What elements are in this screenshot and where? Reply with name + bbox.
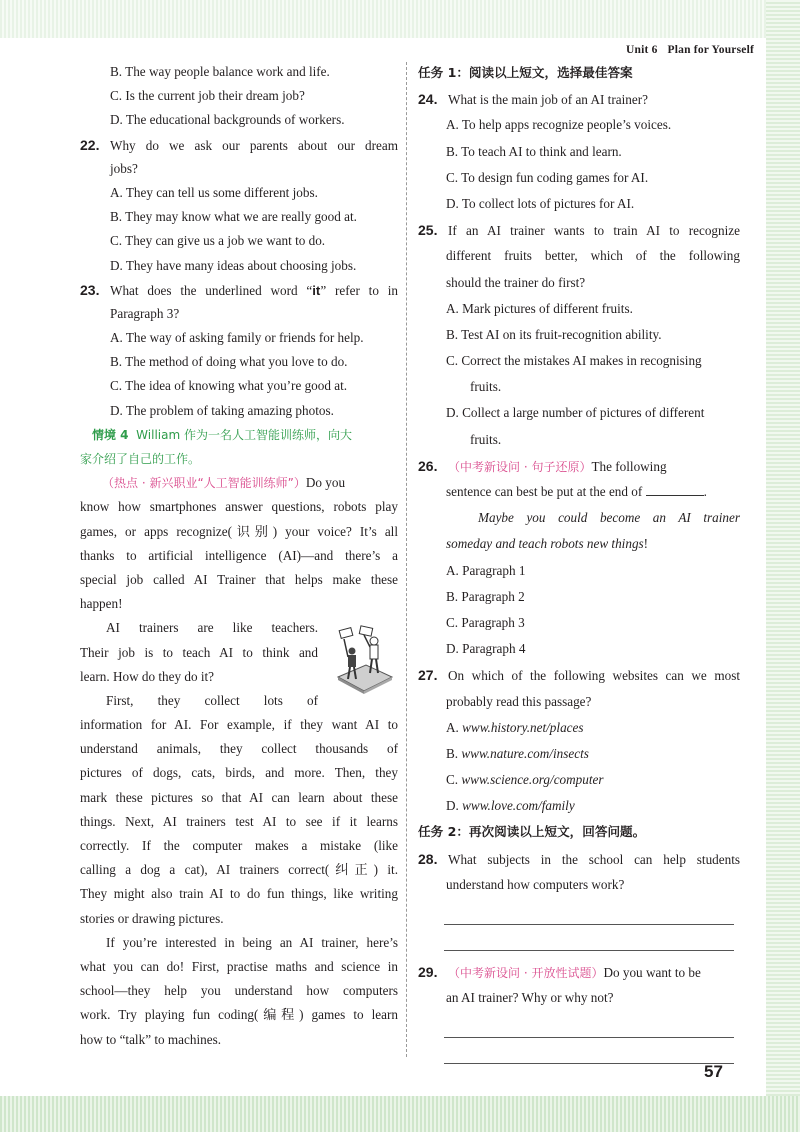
q22-option-a[interactable]: A. They can tell us some different jobs. bbox=[110, 184, 318, 200]
q22-stem-line1 bbox=[80, 133, 398, 157]
q26-option-a[interactable]: A. Paragraph 1 bbox=[446, 562, 526, 578]
q26-tag: （中考新设问 · 句子还原） bbox=[448, 459, 592, 474]
q24-option-a[interactable]: A. To help apps recognize people’s voices. bbox=[446, 117, 672, 133]
q26-stem-line1 bbox=[418, 453, 740, 479]
scene-intro-line1 bbox=[80, 423, 398, 447]
q23-stem-line1 bbox=[80, 278, 398, 302]
passage-p4-line3: school—they help you understand how computers bbox=[80, 983, 398, 999]
q27-option-a[interactable] bbox=[418, 715, 740, 741]
passage-p1-line6: happen! bbox=[80, 596, 123, 612]
q28-stem-text: What subjects in the school can help students bbox=[448, 851, 740, 867]
q25-stem-line3: should the trainer do first? bbox=[446, 274, 586, 290]
q27-option-d-letter: D. bbox=[446, 798, 459, 814]
q25-stem-line2: different fruits better, which of the following bbox=[446, 248, 740, 264]
passage-p2-line1: AI trainers are like teachers. bbox=[106, 620, 318, 636]
q21-option-c[interactable]: C. Is the current job their dream job? bbox=[110, 88, 305, 104]
page-border-right bbox=[766, 0, 800, 1132]
q24-number: 24. bbox=[418, 91, 438, 108]
passage-p4-line4: work. Try playing fun coding(编程) games to learn bbox=[80, 1007, 398, 1023]
passage-p1-line1 bbox=[80, 471, 398, 495]
q28-stem-line2: understand how computers work? bbox=[446, 876, 625, 892]
q22-stem-line2: jobs? bbox=[110, 160, 138, 176]
q26-quote-line1: Maybe you could become an AI trainer bbox=[478, 510, 740, 526]
q23-keyword: it bbox=[312, 282, 321, 298]
q23-stem-a: What does the underlined word “ bbox=[110, 282, 313, 298]
passage-p2-line2: Their job is to teach AI to think and bbox=[80, 644, 318, 660]
q26-option-d[interactable]: D. Paragraph 4 bbox=[446, 641, 526, 657]
q29-stem-line1 bbox=[418, 959, 740, 985]
passage-p1-start: Do you bbox=[305, 475, 346, 491]
passage-p3-line5: mark these pictures so that AI can learn about these bbox=[80, 789, 398, 805]
passage-p3-line9: They might also train AI to do fun things, like writing bbox=[80, 886, 398, 902]
column-divider bbox=[406, 62, 407, 1057]
q27-option-c-url: www.science.org/computer bbox=[461, 772, 604, 788]
q26-number: 26. bbox=[418, 457, 438, 474]
q24-option-d[interactable]: D. To collect lots of pictures for AI. bbox=[446, 195, 635, 211]
passage-p3-line1: First, they collect lots of bbox=[106, 692, 318, 708]
q27-stem-text: On which of the following websites can we most bbox=[448, 668, 740, 684]
q21-option-b[interactable]: B. The way people balance work and life. bbox=[110, 64, 330, 79]
q27-stem-line2: probably read this passage? bbox=[446, 693, 592, 709]
q27-option-d-url: www.love.com/family bbox=[462, 798, 575, 814]
task2-heading: 任务 2：再次阅读以上短文，回答问题。 bbox=[418, 824, 646, 840]
q27-option-b-letter: B. bbox=[446, 745, 459, 761]
q22-option-b[interactable]: B. They may know what we are really good at. bbox=[110, 209, 357, 225]
q27-option-b[interactable] bbox=[418, 741, 740, 767]
page-header bbox=[626, 44, 754, 56]
q28-number: 28. bbox=[418, 850, 438, 867]
q25-option-c[interactable]: C. Correct the mistakes AI makes in recognising bbox=[446, 353, 702, 369]
page-border-bottom bbox=[0, 1096, 800, 1132]
q27-option-a-letter: A. bbox=[446, 719, 459, 735]
passage-p4-line1: If you’re interested in being an AI trainer, here’s bbox=[106, 934, 398, 950]
passage-p1-line3: games, or apps recognize(识别) your voice? It’s all bbox=[80, 523, 398, 539]
q27-option-c-letter: C. bbox=[446, 772, 459, 788]
q26-answer-blank[interactable] bbox=[646, 483, 704, 496]
q25-option-d[interactable]: D. Collect a large number of pictures of different bbox=[446, 405, 705, 421]
q26-quote-text: someday and teach robots new things bbox=[446, 536, 644, 552]
q24-option-c[interactable]: C. To design fun coding games for AI. bbox=[446, 169, 649, 185]
q26-stem-text: The following bbox=[591, 458, 667, 474]
unit-label: Unit 6 bbox=[625, 44, 658, 56]
q23-option-a[interactable]: A. The way of asking family or friends for help. bbox=[110, 330, 364, 346]
left-column bbox=[80, 60, 398, 1052]
q24-stem-text: What is the main job of an AI trainer? bbox=[448, 92, 648, 108]
q29-tag: （中考新设问 · 开放性试题） bbox=[448, 966, 604, 980]
q23-number: 23. bbox=[80, 281, 100, 298]
page-border-top bbox=[0, 0, 800, 38]
passage-p3-line7: correctly. If the computer makes a mistake (like bbox=[80, 838, 398, 853]
passage-p3-line4: pictures of dogs, cats, birds, and more. Then, they bbox=[80, 765, 398, 781]
task1-heading: 任务 1：阅读以上短文，选择最佳答案 bbox=[418, 65, 633, 80]
q27-stem-line1 bbox=[418, 662, 740, 688]
q23-option-b[interactable]: B. The method of doing what you love to do. bbox=[110, 354, 348, 370]
q24-option-b[interactable]: B. To teach AI to think and learn. bbox=[446, 143, 622, 159]
page-number: 57 bbox=[704, 1062, 723, 1081]
q22-option-d[interactable]: D. They have many ideas about choosing jobs. bbox=[110, 257, 357, 273]
q28-stem-line1 bbox=[418, 846, 740, 872]
q22-option-c[interactable]: C. They can give us a job we want to do. bbox=[110, 233, 326, 249]
q26-quote-line2 bbox=[418, 531, 740, 557]
q23-option-c[interactable]: C. The idea of knowing what you’re good at. bbox=[110, 378, 348, 394]
q25-option-d-cont[interactable]: fruits. bbox=[470, 431, 502, 447]
q29-stem-text: Do you want to be bbox=[603, 965, 701, 980]
q24-stem bbox=[418, 86, 740, 112]
q22-number: 22. bbox=[80, 136, 100, 153]
scene-label: 情境 4 bbox=[92, 427, 129, 442]
q25-stem-line1 bbox=[418, 217, 740, 243]
passage-p3-line6: things. Next, AI trainers test AI to see if it learns bbox=[80, 813, 398, 829]
passage-p1-line2: know how smartphones answer questions, robots play bbox=[80, 499, 398, 515]
passage-p2-line3: learn. How do they do it? bbox=[80, 668, 215, 684]
q29-number: 29. bbox=[418, 964, 438, 980]
q25-option-b[interactable]: B. Test AI on its fruit-recognition ability. bbox=[446, 326, 662, 342]
q25-stem-text: If an AI trainer wants to train AI to recognize bbox=[448, 223, 740, 239]
q26-stem-end: . bbox=[703, 484, 707, 499]
passage-tag: （热点 · 新兴职业“人工智能训练师”） bbox=[102, 476, 306, 491]
q29-answer-line-2[interactable] bbox=[444, 1063, 734, 1064]
q25-option-a[interactable]: A. Mark pictures of different fruits. bbox=[446, 300, 633, 316]
q26-stem-text-2: sentence can best be put at the end of bbox=[446, 484, 643, 499]
ai-trainer-illustration bbox=[330, 625, 402, 695]
passage-p3-line2: information for AI. For example, if they want AI to bbox=[80, 717, 398, 733]
q23-stem-c: ” refer to in bbox=[320, 282, 398, 298]
q27-option-c[interactable] bbox=[418, 767, 740, 793]
q27-number: 27. bbox=[418, 667, 438, 684]
q27-option-b-url: www.nature.com/insects bbox=[461, 745, 589, 761]
passage-p4-line2: what you can do! First, practise maths and science in bbox=[80, 958, 398, 974]
q29-stem-line2: an AI trainer? Why or why not? bbox=[446, 990, 614, 1006]
q21-option-d[interactable]: D. The educational backgrounds of workers. bbox=[110, 112, 345, 128]
passage-p4-line5: how to “talk” to machines. bbox=[80, 1031, 221, 1047]
scene-intro-line2: 家介绍了自己的工作。 bbox=[80, 452, 201, 466]
passage-p3-line8: calling a dog a cat), AI trainers correct(纠正) it. bbox=[80, 862, 398, 878]
q23-stem-line2: Paragraph 3? bbox=[110, 305, 180, 321]
q22-stem: Why do we ask our parents about our dream bbox=[110, 137, 398, 153]
q25-number: 25. bbox=[418, 222, 438, 239]
scene-text-1: William 作为一名人工智能训练师，向大 bbox=[136, 427, 352, 442]
q23-option-d[interactable]: D. The problem of taking amazing photos. bbox=[110, 402, 334, 418]
right-column bbox=[418, 60, 740, 1064]
q26-option-c[interactable]: C. Paragraph 3 bbox=[446, 614, 525, 630]
passage-p3-line10: stories or drawing pictures. bbox=[80, 910, 224, 926]
q26-stem-line2 bbox=[418, 479, 740, 505]
unit-title: Plan for Yourself bbox=[667, 44, 754, 56]
q27-option-a-url: www.history.net/places bbox=[462, 719, 584, 735]
passage-p1-line4: thanks to artificial intelligence (AI)—and there’s a bbox=[80, 547, 398, 563]
q25-option-c-cont[interactable]: fruits. bbox=[470, 379, 502, 395]
passage-p3-line3: understand animals, they collect thousands of bbox=[80, 741, 398, 757]
q26-quote-end: ! bbox=[643, 536, 649, 552]
passage-p1-line5: special job called AI Trainer that helps make these bbox=[80, 571, 398, 587]
q26-option-b[interactable]: B. Paragraph 2 bbox=[446, 588, 525, 604]
q27-option-d[interactable] bbox=[418, 793, 740, 819]
